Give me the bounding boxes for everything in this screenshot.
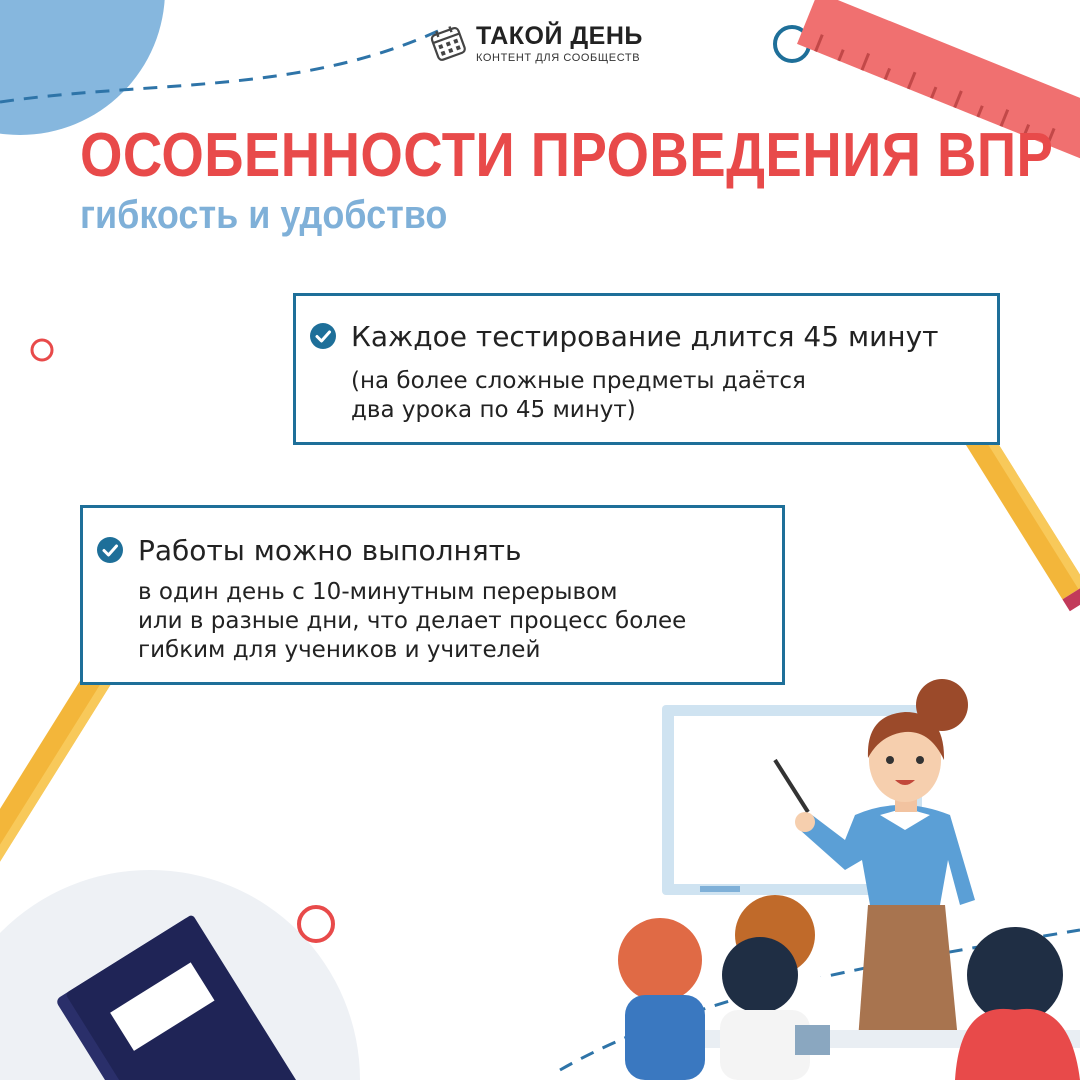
brand-logo: [428, 22, 643, 64]
brand-name: ТАКОЙ ДЕНЬ: [476, 22, 643, 50]
info-card-schedule: [80, 505, 785, 685]
check-circle-icon: [310, 323, 336, 349]
card-title: Каждое тестирование длится 45 минут: [351, 320, 939, 353]
card-line: или в разные дни, что делает процесс более: [138, 608, 687, 634]
brand-tagline: КОНТЕНТ ДЛЯ СООБЩЕСТВ: [476, 52, 641, 64]
card-line: в один день с 10-минутным перерывом: [138, 579, 618, 605]
calendar-icon: [428, 23, 468, 63]
check-circle-icon: [97, 537, 123, 563]
card-line: гибким для учеников и учителей: [138, 637, 541, 663]
teacher-illustration: [618, 679, 1080, 1080]
red-ring-small-icon: [32, 340, 52, 360]
red-ring-icon: [299, 907, 333, 941]
page-title: ОСОБЕННОСТИ ПРОВЕДЕНИЯ ВПР: [80, 121, 1054, 190]
card-line: два урока по 45 минут): [351, 397, 636, 423]
page-subtitle: гибкость и удобство: [80, 193, 448, 237]
card-line: (на более сложные предметы даётся: [351, 368, 806, 394]
card-title: Работы можно выполнять: [138, 534, 522, 567]
info-card-duration: [293, 293, 1000, 445]
blue-circle-blob: [0, 0, 165, 135]
